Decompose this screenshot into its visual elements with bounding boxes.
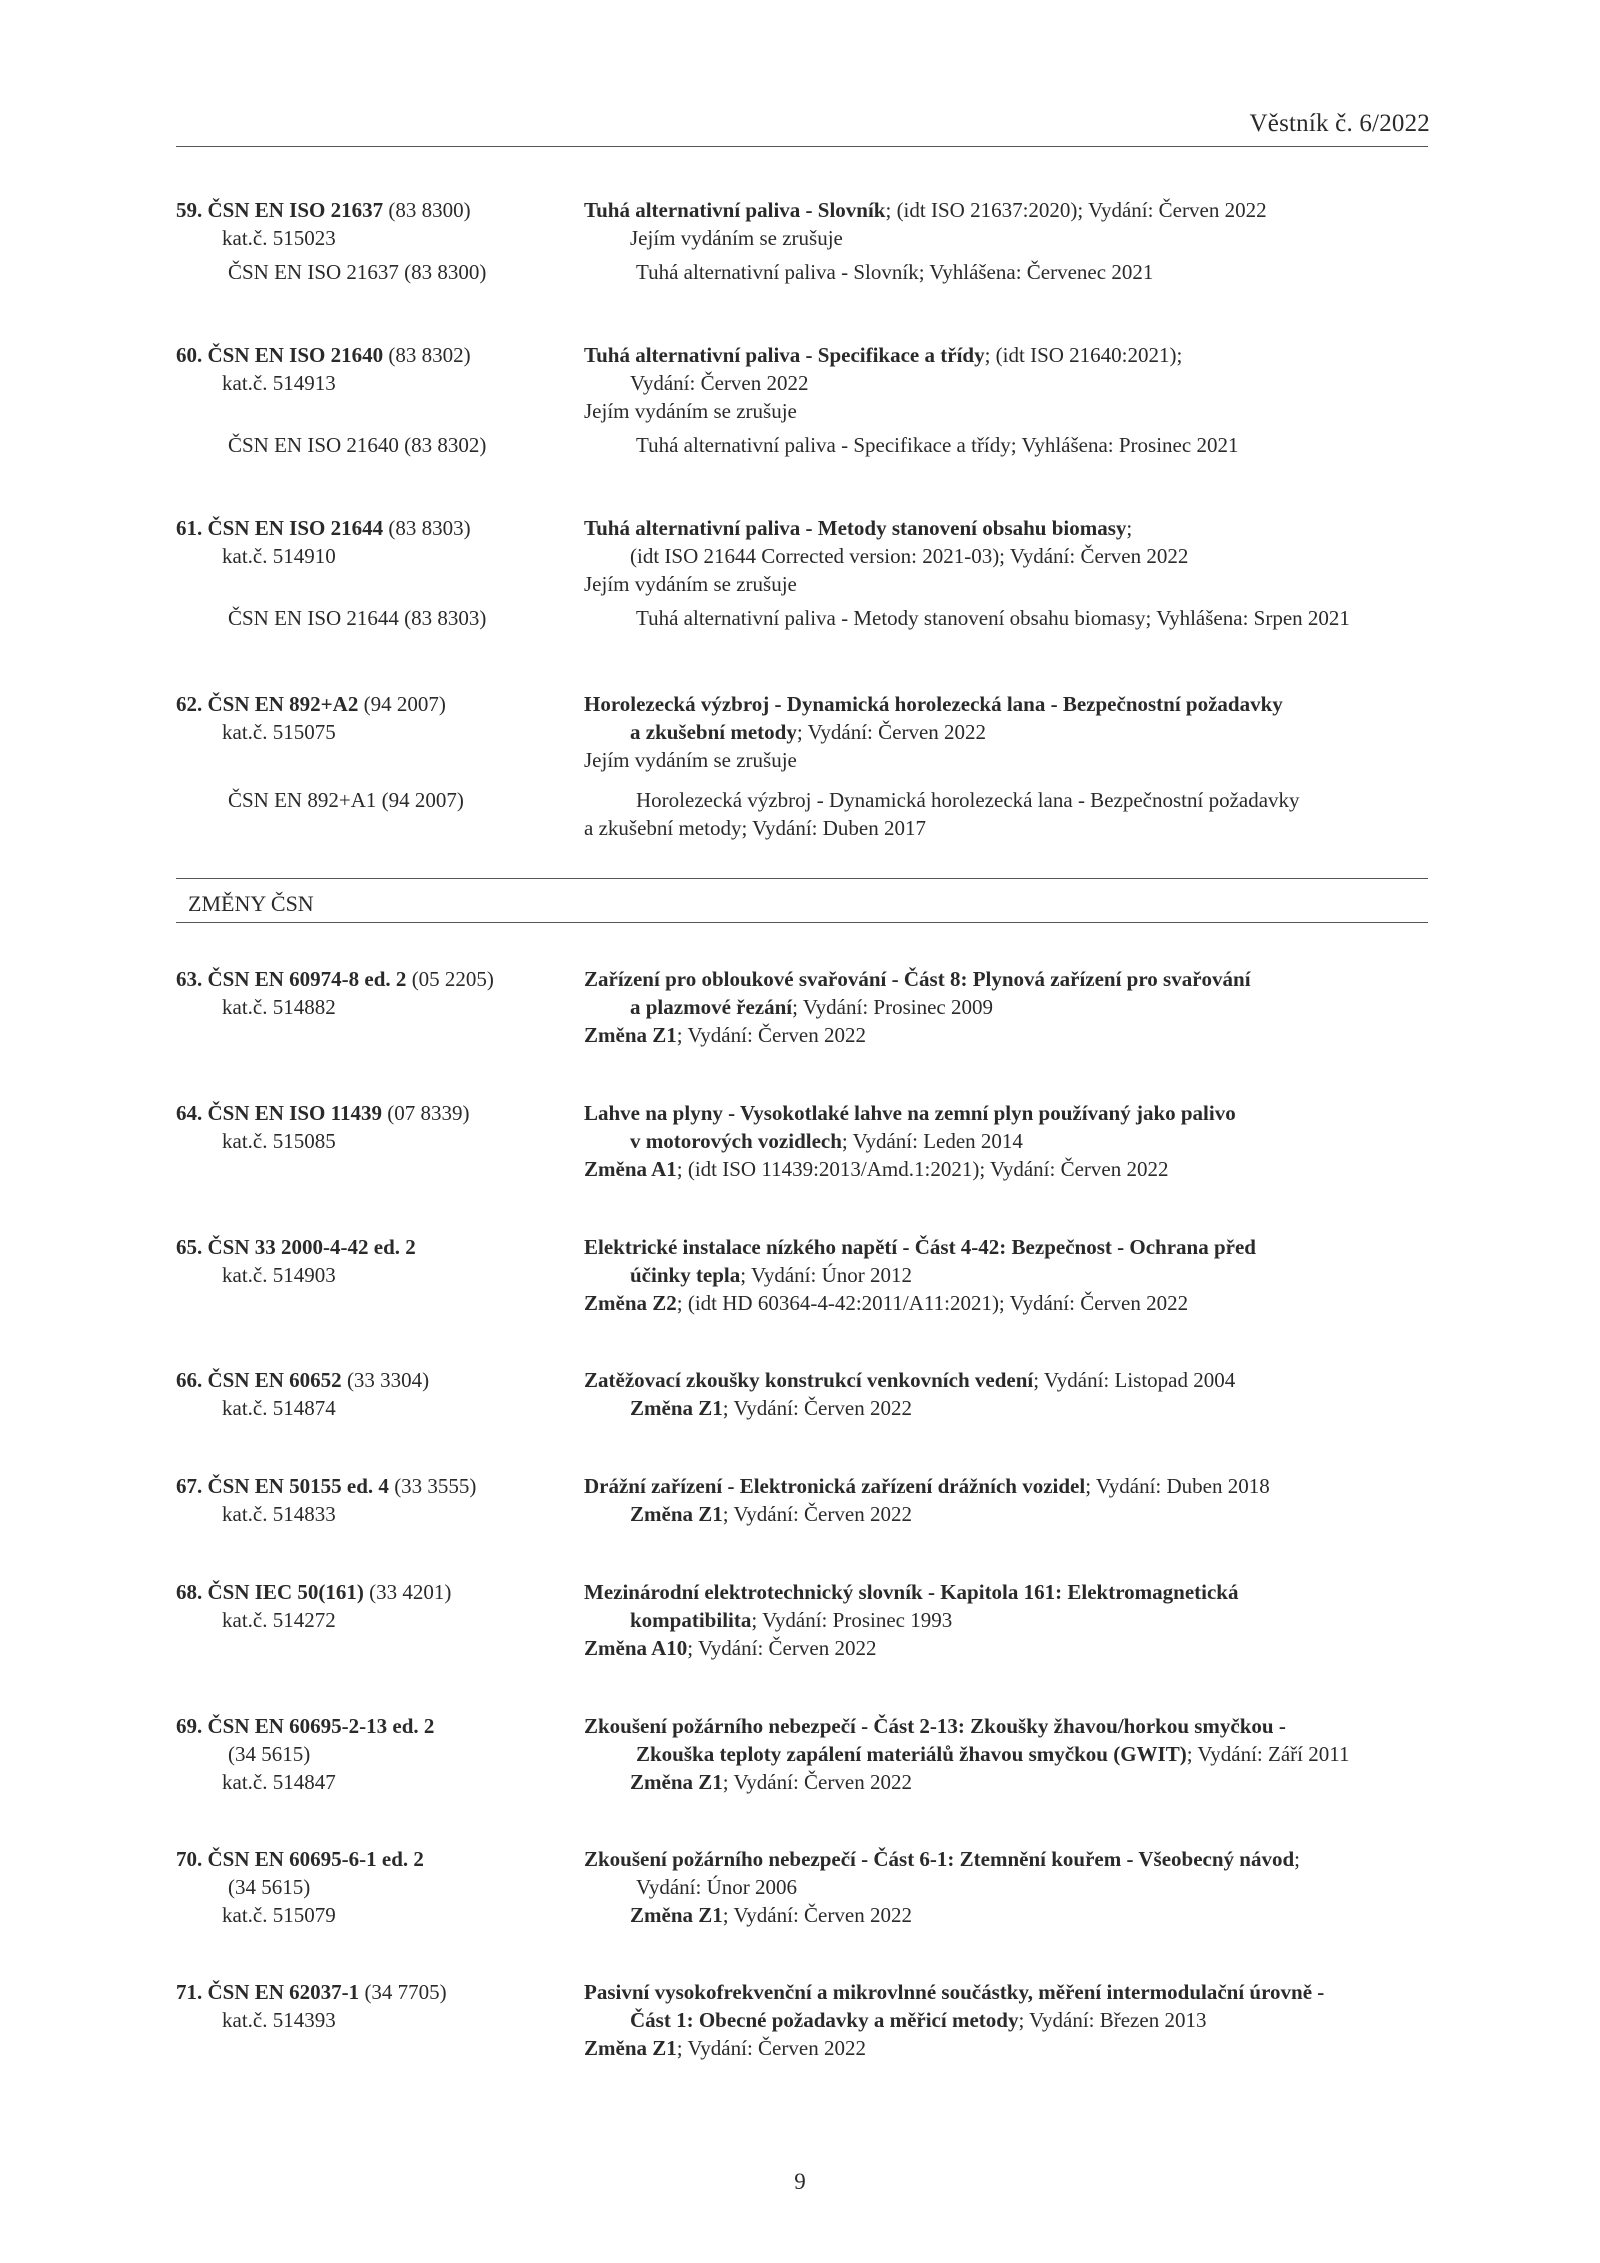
issue-date: ; Vydání: Prosinec 2009 [792,995,993,1019]
amendment-details: ; Vydání: Červen 2022 [722,1903,912,1927]
classification: (34 5615) [228,1742,311,1766]
standard-title: Mezinárodní elektrotechnický slovník - Kapitola 161: Elektromagnetická [584,1580,1239,1604]
standard-code: ČSN EN 60695-6-1 ed. 2 [207,1847,424,1871]
catalog-number: kat.č. 514882 [222,995,336,1019]
standard-title-cont: a zkušební metody [630,720,797,744]
amendment-label: Změna Z1 [584,2036,677,2060]
section-rule-top [176,878,1428,879]
page-header-title: Věstník č. 6/2022 [1249,110,1430,137]
entry-60 [176,341,1436,459]
standard-title-cont: a plazmové řezání [630,995,793,1019]
entry-71 [176,1978,1436,2062]
issue-date: ; Vydání: Duben 2018 [1085,1474,1270,1498]
standard-title: Lahve na plyny - Vysokotlaké lahve na zemní plyn používaný jako palivo [584,1101,1236,1125]
amendment-details: ; Vydání: Červen 2022 [676,2036,866,2060]
cancellation-note: Jejím vydáním se zrušuje [584,748,797,772]
classification: (83 8303) [383,516,471,540]
standard-title-cont: účinky tepla [630,1263,741,1287]
standard-code: ČSN EN ISO 21640 [207,343,384,367]
cancelled-standard-code: ČSN EN 892+A1 (94 2007) [228,788,464,812]
standard-title: Elektrické instalace nízkého napětí - Část 4-42: Bezpečnost - Ochrana před [584,1235,1256,1259]
entry-68 [176,1578,1436,1662]
catalog-number: kat.č. 514833 [222,1502,336,1526]
entry-63 [176,965,1436,1049]
classification: (07 8339) [381,1101,470,1125]
entry-69 [176,1712,1436,1796]
classification: (05 2205) [406,967,494,991]
standard-code: ČSN EN ISO 21637 [207,198,384,222]
cancelled-standard-title: Horolezecká výzbroj - Dynamická horolezecká lana - Bezpečnostní požadavky [636,788,1300,812]
classification: (34 5615) [228,1875,311,1899]
entry-number: 67. [176,1474,203,1498]
cancellation-note: Jejím vydáním se zrušuje [584,399,797,423]
amendment-label: Změna A1 [584,1157,677,1181]
entry-64 [176,1099,1436,1183]
classification: (34 7705) [359,1980,447,2004]
cancelled-standard-title: Tuhá alternativní paliva - Metody stanovení obsahu biomasy; Vyhlášena: Srpen 2021 [636,606,1350,630]
standard-details: ; (idt ISO 21637:2020); Vydání: Červen 2022 [885,198,1267,222]
standard-title: Zatěžovací zkoušky konstrukcí venkovních vedení [584,1368,1034,1392]
standard-code: ČSN EN ISO 11439 [207,1101,382,1125]
entry-number: 65. [176,1235,203,1259]
amendment-details: ; Vydání: Červen 2022 [687,1636,877,1660]
issue-date: (idt ISO 21644 Corrected version: 2021-03); Vydání: Červen 2022 [630,544,1189,568]
catalog-number: kat.č. 514910 [222,544,336,568]
standard-title: Horolezecká výzbroj - Dynamická horolezecká lana - Bezpečnostní požadavky [584,692,1283,716]
entry-number: 62. [176,692,203,716]
issue-date: ; Vydání: Březen 2013 [1018,2008,1207,2032]
entry-67 [176,1472,1436,1528]
entry-number: 68. [176,1580,203,1604]
amendment-label: Změna Z2 [584,1291,677,1315]
standard-title-cont: kompatibilita [630,1608,752,1632]
standard-title: Drážní zařízení - Elektronická zařízení drážních vozidel [584,1474,1086,1498]
standard-details: ; [1126,516,1133,540]
catalog-number: kat.č. 515023 [222,226,336,250]
standard-title: Pasivní vysokofrekvenční a mikrovlnné součástky, měření intermodulační úrovně - [584,1980,1325,2004]
entry-number: 66. [176,1368,203,1392]
standard-title: Tuhá alternativní paliva - Metody stanovení obsahu biomasy [584,516,1127,540]
standard-code: ČSN 33 2000-4-42 ed. 2 [207,1235,416,1259]
entry-number: 59. [176,198,203,222]
cancelled-standard-code: ČSN EN ISO 21640 (83 8302) [228,433,487,457]
amendment-label: Změna Z1 [584,1023,677,1047]
amendment-details: ; Vydání: Červen 2022 [722,1770,912,1794]
issue-date: ; Vydání: Leden 2014 [841,1129,1023,1153]
catalog-number: kat.č. 514393 [222,2008,336,2032]
issue-date: ; Vydání: Únor 2012 [740,1263,912,1287]
standard-title-cont: Zkouška teploty zapálení materiálů žhavou smyčkou (GWIT) [636,1742,1187,1766]
cancelled-standard-title-cont: a zkušební metody; Vydání: Duben 2017 [584,816,926,840]
section-rule-bottom [176,922,1428,923]
entry-number: 63. [176,967,203,991]
classification: (83 8300) [383,198,471,222]
page-number: 9 [794,2169,806,2194]
amendment-details: ; Vydání: Červen 2022 [722,1502,912,1526]
cancellation-note: Jejím vydáním se zrušuje [584,572,797,596]
catalog-number: kat.č. 514874 [222,1396,336,1420]
entry-65 [176,1233,1436,1317]
issue-date: ; Vydání: Září 2011 [1186,1742,1350,1766]
classification: (94 2007) [358,692,446,716]
standard-code: ČSN EN 60652 [207,1368,342,1392]
catalog-number: kat.č. 515075 [222,720,336,744]
amendment-label: Změna Z1 [630,1903,723,1927]
entry-61 [176,514,1436,632]
catalog-number: kat.č. 515079 [222,1903,336,1927]
cancelled-standard-code: ČSN EN ISO 21637 (83 8300) [228,260,487,284]
standard-code: ČSN EN 50155 ed. 4 [207,1474,389,1498]
standard-code: ČSN EN 62037-1 [207,1980,360,2004]
standard-title: Tuhá alternativní paliva - Specifikace a třídy [584,343,985,367]
classification: (33 4201) [363,1580,452,1604]
issue-date: Vydání: Červen 2022 [630,371,809,395]
amendment-label: Změna Z1 [630,1502,723,1526]
catalog-number: kat.č. 514903 [222,1263,336,1287]
catalog-number: kat.č. 514913 [222,371,336,395]
entry-number: 70. [176,1847,203,1871]
entry-number: 64. [176,1101,203,1125]
amendment-details: ; Vydání: Červen 2022 [676,1023,866,1047]
amendment-label: Změna Z1 [630,1770,723,1794]
cancelled-standard-title: Tuhá alternativní paliva - Slovník; Vyhlášena: Červenec 2021 [636,260,1154,284]
entry-66 [176,1366,1436,1422]
header-rule [176,146,1428,147]
entry-number: 60. [176,343,203,367]
entry-59 [176,196,1436,286]
classification: (33 3304) [341,1368,430,1392]
amendment-details: ; (idt ISO 11439:2013/Amd.1:2021); Vydání: Červen 2022 [676,1157,1169,1181]
amendment-label: Změna A10 [584,1636,688,1660]
catalog-number: kat.č. 514272 [222,1608,336,1632]
standard-title-cont: v motorových vozidlech [630,1129,842,1153]
issue-date: ; Vydání: Prosinec 1993 [751,1608,953,1632]
amendment-details: ; (idt HD 60364-4-42:2011/A11:2021); Vydání: Červen 2022 [676,1291,1189,1315]
standard-title: Tuhá alternativní paliva - Slovník [584,198,886,222]
issue-date: ; Vydání: Listopad 2004 [1033,1368,1236,1392]
issue-date: Vydání: Únor 2006 [636,1875,797,1899]
amendment-label: Změna Z1 [630,1396,723,1420]
entry-number: 61. [176,516,203,540]
standard-code: ČSN EN 892+A2 [207,692,359,716]
cancellation-note: Jejím vydáním se zrušuje [630,226,843,250]
standard-code: ČSN IEC 50(161) [207,1580,364,1604]
cancelled-standard-code: ČSN EN ISO 21644 (83 8303) [228,606,487,630]
cancelled-standard-title: Tuhá alternativní paliva - Specifikace a třídy; Vyhlášena: Prosinec 2021 [636,433,1239,457]
title-punctuation: ; [1294,1847,1300,1871]
standard-title: Zařízení pro obloukové svařování - Část 8: Plynová zařízení pro svařování [584,967,1251,991]
standard-code: ČSN EN ISO 21644 [207,516,384,540]
entry-number: 71. [176,1980,203,2004]
issue-date: ; Vydání: Červen 2022 [796,720,987,744]
amendment-details: ; Vydání: Červen 2022 [722,1396,912,1420]
catalog-number: kat.č. 514847 [222,1770,336,1794]
standard-details: ; (idt ISO 21640:2021); [984,343,1183,367]
section-title: ZMĚNY ČSN [188,891,314,916]
entry-62 [176,690,1436,842]
entry-70 [176,1845,1436,1929]
standard-title: Zkoušení požárního nebezpečí - Část 2-13: Zkoušky žhavou/horkou smyčkou - [584,1714,1286,1738]
standard-title-cont: Část 1: Obecné požadavky a měřicí metody [630,2008,1019,2032]
classification: (83 8302) [383,343,471,367]
catalog-number: kat.č. 515085 [222,1129,336,1153]
standard-code: ČSN EN 60695-2-13 ed. 2 [207,1714,435,1738]
entry-number: 69. [176,1714,203,1738]
standard-title: Zkoušení požárního nebezpečí - Část 6-1: Ztemnění kouřem - Všeobecný návod [584,1847,1295,1871]
standard-code: ČSN EN 60974-8 ed. 2 [207,967,407,991]
classification: (33 3555) [388,1474,477,1498]
